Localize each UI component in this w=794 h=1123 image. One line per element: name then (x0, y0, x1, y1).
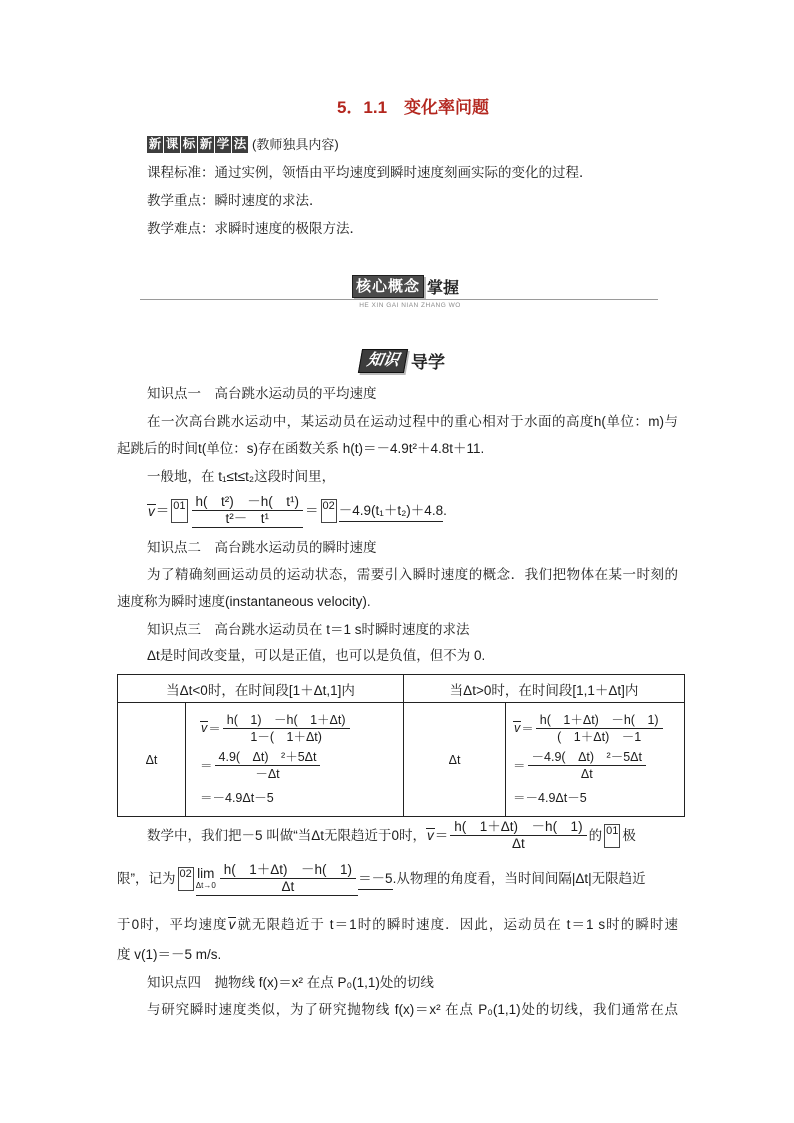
table-header-row (118, 675, 685, 703)
v-bar-symbol: v (427, 828, 434, 843)
fraction (536, 712, 663, 745)
fraction (192, 494, 304, 528)
limit-definition-line-2 (117, 862, 646, 896)
fraction-numerator: h( 1＋Δt) －h( 1) (220, 862, 356, 879)
badge-char: 新 (199, 137, 213, 151)
limit-operator (196, 867, 216, 890)
text-segment: 的 (588, 827, 603, 843)
text-segment: 限”，记为 (117, 871, 176, 886)
limit-definition-line-4: 度 v(1)＝－5 m/s. (117, 947, 222, 962)
teaching-difficulty: 教学难点：求瞬时速度的极限方法． (147, 221, 363, 236)
banner-boxed-text: 知识 (358, 349, 408, 373)
fraction-denominator: Δt (580, 766, 593, 781)
text-segment: 数学中，我们把－5 叫做“当Δt无限趋近于0时， (147, 827, 427, 843)
v-bar-symbol: v (228, 917, 236, 932)
text-segment: 于0时，平均速度 (117, 917, 228, 932)
table-cell-positive-derivation (506, 703, 685, 817)
limit-expression (196, 862, 358, 896)
limit-definition-line-1 (147, 819, 636, 852)
limit-subscript: Δt→0 (195, 881, 216, 890)
blank-number: 01 (604, 824, 620, 848)
page-title: 5．1.1 变化率问题 (336, 98, 490, 117)
fraction (215, 749, 321, 782)
equals-sign: ＝ (305, 503, 319, 518)
table-cell-negative-derivation (186, 703, 404, 817)
table-header-negative: 当Δt<0时，在时间段[1＋Δt,1]内 (118, 675, 404, 703)
period: . (443, 503, 447, 518)
text-segment: 极 (622, 827, 636, 843)
fraction (450, 819, 586, 852)
table-cell-delta-label: Δt (404, 703, 506, 817)
fraction-denominator: t²－ t¹ (225, 511, 269, 526)
fraction-denominator: ( 1＋Δt) －1 (557, 729, 642, 744)
banner-plain-text: 导学 (411, 353, 446, 372)
text-segment: .从物理的角度看，当时间间隔|Δt|无限趋近 (392, 871, 646, 886)
paragraph-line: 起跳后的时间t(单位：s)存在函数关系 h(t)＝－4.9t²＋4.8t＋11. (117, 441, 485, 456)
paragraph-line: 一般地，在 t₁≤t≤t₂这段时间里， (147, 469, 336, 484)
table-header-positive: 当Δt>0时，在时间段[1,1＋Δt]内 (404, 675, 685, 703)
blank-number: 02 (321, 499, 337, 523)
equals-sign: ＝ (155, 503, 170, 518)
derivation-step (200, 749, 403, 782)
banner-boxed-text: 核心概念 (352, 275, 424, 298)
fraction-numerator: 4.9( Δt) ²＋5Δt (215, 749, 321, 766)
badge-char: 法 (233, 137, 247, 151)
fraction (528, 749, 646, 782)
paragraph-line: Δt是时间改变量，可以是正值，也可以是负值，但不为 0. (147, 648, 486, 663)
fraction-numerator: h( 1＋Δt) －h( 1) (450, 819, 586, 836)
course-standard: 课程标准：通过实例，领悟由平均速度到瞬时速度刻画实际的变化的过程． (147, 165, 593, 180)
derivation-result: ＝－4.9Δt－5 (513, 790, 587, 805)
table-row (118, 703, 685, 817)
limit-definition-line-3 (117, 915, 678, 935)
badge-char: 新 (148, 137, 162, 151)
equals-sign: ＝ (513, 759, 526, 773)
derivation-step (200, 712, 403, 745)
v-bar-symbol: v (514, 720, 521, 735)
paragraph-line: 速度称为瞬时速度(instantaneous velocity). (117, 594, 371, 609)
equals-sign: ＝ (208, 722, 221, 736)
table-cell-delta-label: Δt (118, 703, 186, 817)
equals-sign: ＝ (200, 759, 213, 773)
average-velocity-formula (147, 494, 447, 528)
course-badge (147, 136, 339, 153)
derivation-step (513, 712, 684, 745)
text-segment: 就无限趋近于 t＝1时的瞬时速度．因此，运动员在 t＝1 s时的瞬时速 (236, 917, 678, 932)
badge-char: 学 (216, 137, 230, 151)
v-bar-symbol: v (148, 503, 155, 519)
knowledge-point-1-heading: 知识点一 高台跳水运动员的平均速度 (147, 386, 377, 401)
paragraph-line: 与研究瞬时速度类似，为了研究抛物线 f(x)＝x² 在点 P₀(1,1)处的切线，我们通常在点 (147, 1002, 678, 1017)
fraction-denominator: Δt (281, 879, 295, 894)
banner-divider (140, 299, 658, 300)
answer-expression: ＝－5 (358, 869, 393, 890)
fraction-denominator: －Δt (255, 766, 280, 781)
banner-pinyin: HE XIN GAI NIAN ZHANG WO (359, 302, 461, 309)
fraction-denominator: Δt (512, 836, 525, 851)
knowledge-point-4-heading: 知识点四 抛物线 f(x)＝x² 在点 P₀(1,1)处的切线 (147, 975, 434, 990)
equals-sign: ＝ (521, 722, 534, 736)
section-banner-knowledge-guide (360, 348, 445, 373)
knowledge-point-2-heading: 知识点二 高台跳水运动员的瞬时速度 (147, 540, 377, 555)
paragraph-line: 为了精确刻画运动员的运动状态，需要引入瞬时速度的概念．我们把物体在某一时刻的 (147, 567, 678, 582)
badge-char: 课 (165, 137, 179, 151)
badge-note: (教师独具内容) (252, 137, 339, 152)
paragraph-line: 在一次高台跳水运动中，某运动员在运动过程中的重心相对于水面的高度h(单位：m)与 (147, 414, 678, 429)
instantaneous-velocity-table (117, 674, 685, 817)
fraction (223, 712, 350, 745)
derivation-step (513, 749, 684, 782)
answer-expression: －4.9(t₁＋t₂)＋4.8 (339, 501, 443, 522)
limit-word: lim (197, 866, 215, 881)
banner-plain-text: 掌握 (427, 280, 460, 297)
knowledge-point-3-heading: 知识点三 高台跳水运动员在 t＝1 s时瞬时速度的求法 (147, 622, 470, 637)
v-bar-symbol: v (201, 720, 208, 735)
blank-number: 01 (171, 499, 187, 523)
fraction-numerator: h( 1) －h( 1＋Δt) (223, 712, 350, 729)
fraction-numerator: －4.9( Δt) ²－5Δt (528, 749, 646, 766)
fraction-numerator: h( 1＋Δt) －h( 1) (536, 712, 663, 729)
badge-char: 标 (182, 137, 196, 151)
fraction (220, 862, 356, 895)
fraction-numerator: h( t²) －h( t¹) (192, 494, 304, 511)
blank-number: 02 (178, 867, 194, 891)
equals-sign: ＝ (434, 827, 449, 843)
teaching-key-point: 教学重点：瞬时速度的求法． (147, 193, 323, 208)
derivation-result: ＝－4.9Δt－5 (200, 790, 274, 805)
section-banner-core-concepts (352, 275, 459, 298)
fraction-denominator: 1－( 1＋Δt) (250, 729, 322, 744)
